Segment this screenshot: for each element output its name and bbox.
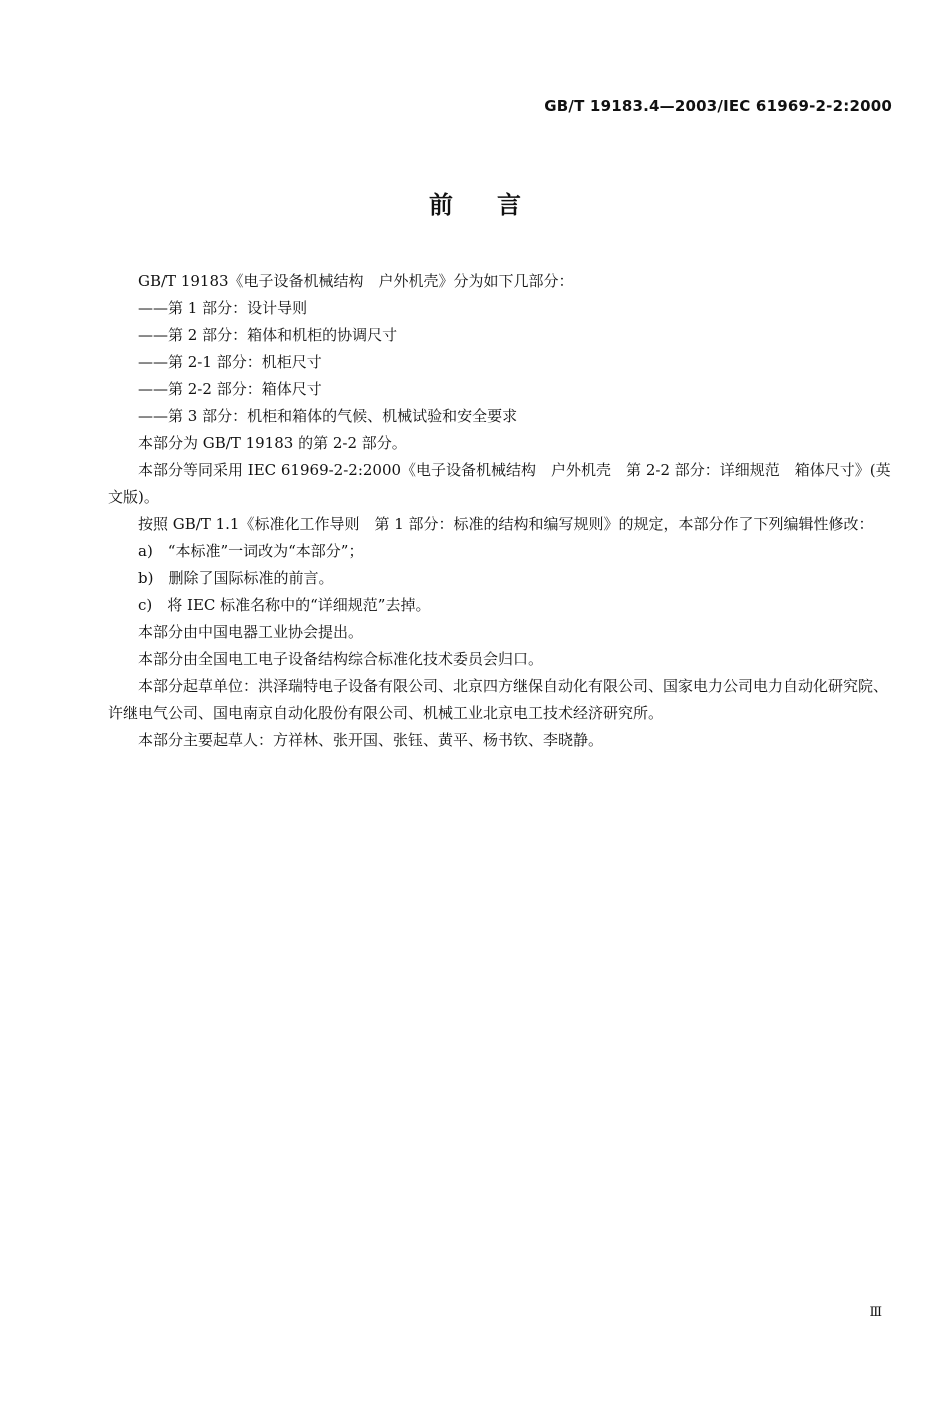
preface-body xyxy=(108,268,894,754)
standard-number: GB/T 19183.4—2003/IEC 61969-2-2:2000 xyxy=(544,97,892,115)
page-number: Ⅲ xyxy=(869,1305,882,1320)
part-list-item: ——第 1 部分：设计导则 xyxy=(138,299,308,317)
paragraph: 本部分等同采用 IEC 61969-2-2:2000《电子设备机械结构 户外机壳 第 2-2 部分：详细规范 箱体尺寸》(英文版)。 xyxy=(108,461,891,506)
part-list-item: ——第 3 部分：机柜和箱体的气候、机械试验和安全要求 xyxy=(138,407,518,425)
edit-list-item: c) 将 IEC 标准名称中的“详细规范”去掉。 xyxy=(138,596,431,614)
edit-list-item: b) 删除了国际标准的前言。 xyxy=(138,569,334,587)
paragraph: 本部分起草单位：洪泽瑞特电子设备有限公司、北京四方继保自动化有限公司、国家电力公司电力自动化研究院、许继电气公司、国电南京自动化股份有限公司、机械工业北京电工技术经济研究所。 xyxy=(108,677,889,722)
edit-list-item: a) “本标准”一词改为“本部分”； xyxy=(138,542,364,560)
paragraph: 本部分为 GB/T 19183 的第 2-2 部分。 xyxy=(138,434,407,452)
page-title: 前言 xyxy=(429,191,565,219)
paragraph: 本部分由全国电工电子设备结构综合标准化技术委员会归口。 xyxy=(138,650,544,668)
paragraph: 按照 GB/T 1.1《标准化工作导则 第 1 部分：标准的结构和编写规则》的规定，本部分作了下列编辑性修改： xyxy=(138,515,874,533)
paragraph: 本部分由中国电器工业协会提出。 xyxy=(138,623,364,641)
paragraph: 本部分主要起草人：方祥林、张开国、张钰、黄平、杨书钦、李晓静。 xyxy=(138,731,604,749)
part-list-item: ——第 2-2 部分：箱体尺寸 xyxy=(138,380,322,398)
part-list-item: ——第 2-1 部分：机柜尺寸 xyxy=(138,353,322,371)
part-list-item: ——第 2 部分：箱体和机柜的协调尺寸 xyxy=(138,326,398,344)
intro-paragraph: GB/T 19183《电子设备机械结构 户外机壳》分为如下几部分： xyxy=(138,272,574,290)
